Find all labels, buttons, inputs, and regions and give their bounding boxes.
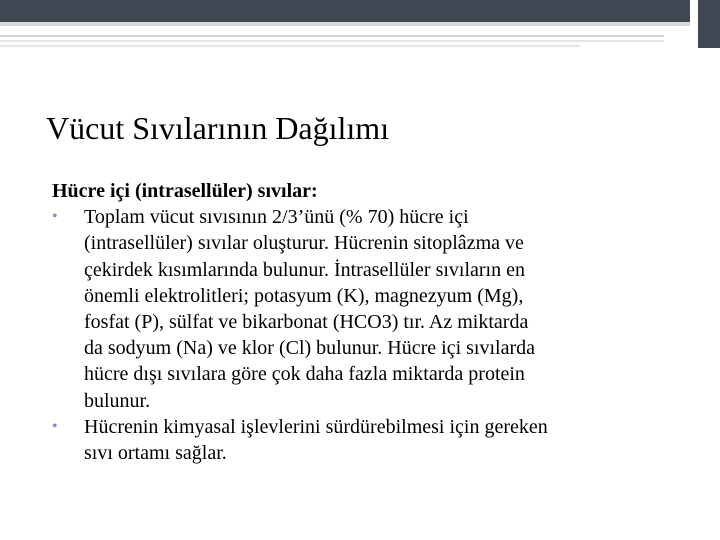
bullet-item	[52, 204, 692, 414]
decorative-line	[0, 40, 664, 42]
slide-title: Vücut Sıvılarının Dağılımı	[46, 110, 390, 146]
bullet-line: da sodyum (Na) ve klor (Cl) bulunur. Hücre içi sıvılarda	[84, 337, 535, 360]
section-heading: Hücre içi (intrasellüler) sıvılar:	[52, 180, 318, 202]
decorative-line	[0, 45, 580, 47]
header-bar-edge	[0, 22, 690, 26]
bullet-line: Hücrenin kimyasal işlevlerini sürdürebilmesi için gereken	[84, 415, 548, 438]
bullet-line: sıvı ortamı sağlar.	[84, 442, 227, 465]
bullet-dot-icon: •	[52, 417, 58, 435]
slide-body	[52, 178, 692, 466]
bullet-line: önemli elektrolitleri; potasyum (K), magnezyum (Mg),	[84, 284, 524, 307]
bullet-line: Toplam vücut sıvısının 2/3’ünü (% 70) hücre içi	[84, 206, 469, 229]
bullet-dot-icon: •	[52, 208, 58, 226]
bullet-line: çekirdek kısımlarında bulunur. İntrasellüler sıvıların en	[84, 258, 525, 281]
bullet-list	[52, 204, 692, 466]
bullet-line: fosfat (P), sülfat ve bikarbonat (HCO3) tır. Az miktarda	[84, 311, 529, 334]
bullet-line: hücre dışı sıvılara göre çok daha fazla miktarda protein	[84, 363, 525, 386]
bullet-line: (intrasellüler) sıvılar oluşturur. Hücrenin sitoplâzma ve	[84, 232, 524, 255]
corner-block	[698, 0, 720, 48]
bullet-line: bulunur.	[84, 389, 151, 412]
header-bar	[0, 0, 690, 22]
decorative-line	[0, 35, 664, 37]
bullet-item	[52, 414, 692, 466]
